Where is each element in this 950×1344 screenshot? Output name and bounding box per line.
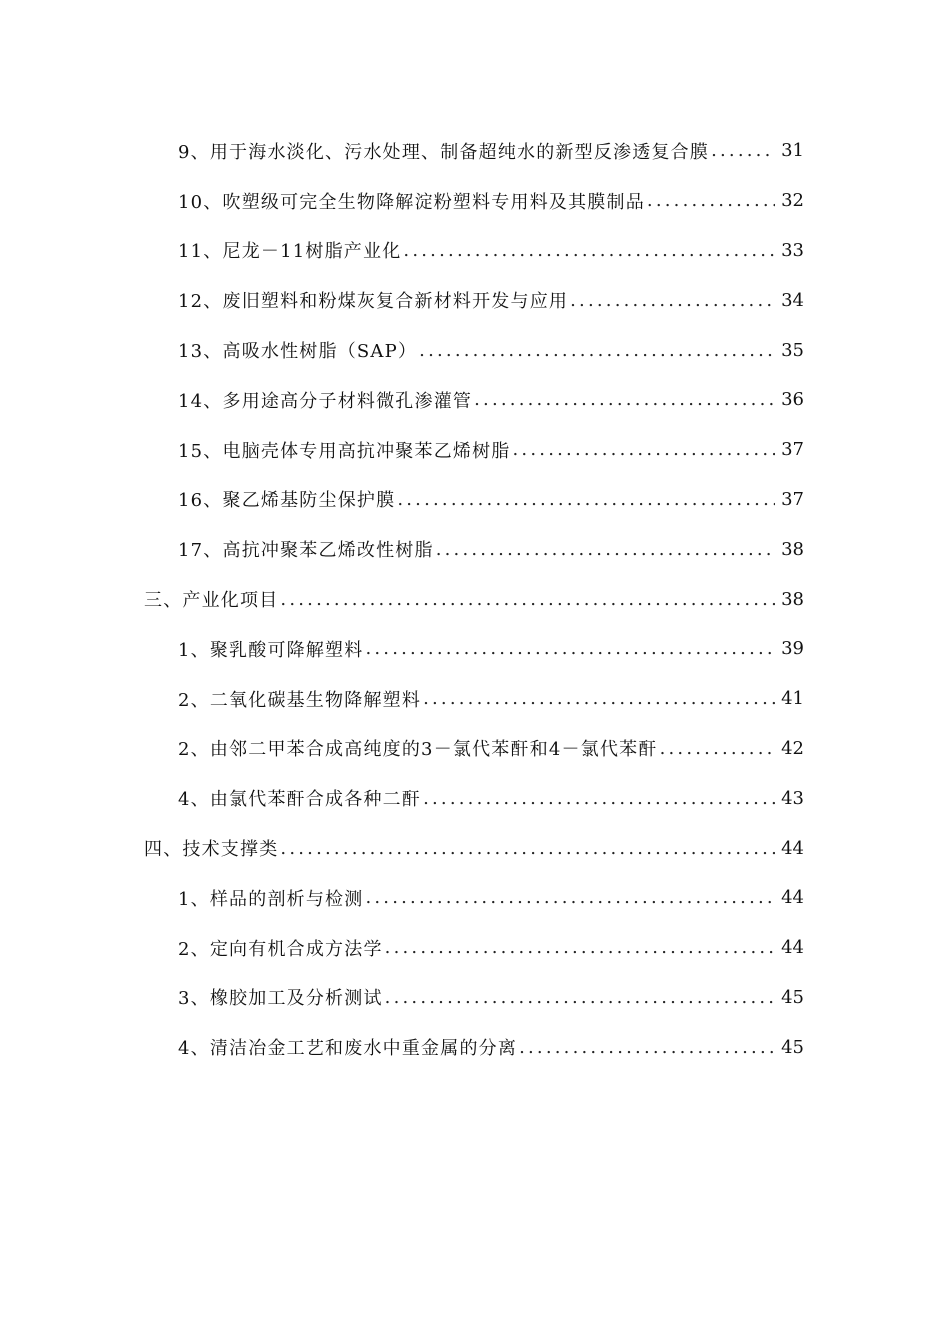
- toc-leader-dots: [711, 140, 775, 161]
- toc-entry-page: 44: [781, 837, 804, 859]
- toc-entry[interactable]: [0, 624, 950, 674]
- toc-entry-page: 37: [781, 488, 804, 510]
- toc-entry-page: 44: [781, 937, 804, 959]
- toc-entry-title: 17、高抗冲聚苯乙烯改性树脂: [178, 536, 436, 562]
- toc-leader-dots: [519, 1037, 775, 1058]
- toc-entry[interactable]: [0, 375, 950, 425]
- toc-entry-title: 4、清洁冶金工艺和废水中重金属的分离: [178, 1034, 519, 1060]
- toc-entry-page: 36: [781, 389, 804, 411]
- toc-entry-title: 2、定向有机合成方法学: [178, 935, 385, 961]
- toc-entry-title: 3、橡胶加工及分析测试: [178, 984, 385, 1010]
- toc-leader-dots: [385, 937, 775, 958]
- toc-entry-page: 37: [781, 439, 804, 461]
- toc-entry-page: 34: [781, 289, 804, 311]
- toc-entry-page: 38: [781, 588, 804, 610]
- toc-entry[interactable]: [0, 524, 950, 574]
- toc-entry-title: 9、用于海水淡化、污水处理、制备超纯水的新型反渗透复合膜: [178, 138, 711, 164]
- toc-leader-dots: [280, 838, 775, 859]
- toc-entry-title: 13、高吸水性树脂（SAP）: [178, 337, 419, 363]
- toc-leader-dots: [423, 788, 775, 809]
- toc-leader-dots: [365, 638, 775, 659]
- toc-leader-dots: [660, 738, 776, 759]
- toc-entry-title: 11、尼龙－11树脂产业化: [178, 237, 403, 263]
- toc-leader-dots: [513, 439, 776, 460]
- toc-entry[interactable]: [0, 724, 950, 774]
- toc-entry-page: 45: [781, 986, 804, 1008]
- toc-section-entry[interactable]: [0, 823, 950, 873]
- toc-entry[interactable]: [0, 674, 950, 724]
- toc-leader-dots: [280, 589, 775, 610]
- toc-entry-title: 2、二氧化碳基生物降解塑料: [178, 686, 423, 712]
- toc-entry[interactable]: [0, 873, 950, 923]
- toc-entry-page: 38: [781, 538, 804, 560]
- toc-entry[interactable]: [0, 176, 950, 226]
- toc-entry-page: 41: [781, 688, 804, 710]
- toc-entry-title: 15、电脑壳体专用高抗冲聚苯乙烯树脂: [178, 437, 513, 463]
- toc-leader-dots: [436, 539, 775, 560]
- toc-entry[interactable]: [0, 226, 950, 276]
- toc-leader-dots: [385, 987, 775, 1008]
- toc-leader-dots: [423, 688, 775, 709]
- toc-leader-dots: [403, 240, 775, 261]
- toc-entry-page: 35: [781, 339, 804, 361]
- toc-entry-page: 39: [781, 638, 804, 660]
- toc-section-title: 四、技术支撑类: [144, 835, 280, 861]
- toc-entry-page: 32: [781, 190, 804, 212]
- toc-entry[interactable]: [0, 773, 950, 823]
- toc-leader-dots: [365, 887, 775, 908]
- toc-entry[interactable]: [0, 425, 950, 475]
- toc-section-entry[interactable]: [0, 574, 950, 624]
- table-of-contents: [0, 126, 950, 1072]
- toc-section-title: 三、产业化项目: [144, 586, 280, 612]
- toc-leader-dots: [397, 489, 775, 510]
- toc-leader-dots: [647, 190, 775, 211]
- toc-entry-title: 2、由邻二甲苯合成高纯度的3－氯代苯酐和4－氯代苯酐: [178, 735, 660, 761]
- toc-entry[interactable]: [0, 475, 950, 525]
- toc-entry[interactable]: [0, 275, 950, 325]
- toc-entry-page: 42: [781, 737, 804, 759]
- toc-entry-title: 1、聚乳酸可降解塑料: [178, 636, 365, 662]
- toc-entry-title: 1、样品的剖析与检测: [178, 885, 365, 911]
- toc-entry[interactable]: [0, 973, 950, 1023]
- toc-entry[interactable]: [0, 325, 950, 375]
- toc-leader-dots: [474, 389, 775, 410]
- toc-entry-page: 43: [781, 787, 804, 809]
- toc-entry[interactable]: [0, 126, 950, 176]
- toc-entry[interactable]: [0, 1022, 950, 1072]
- toc-entry-page: 33: [781, 239, 804, 261]
- toc-entry-title: 16、聚乙烯基防尘保护膜: [178, 486, 397, 512]
- toc-entry[interactable]: [0, 923, 950, 973]
- toc-entry-title: 12、废旧塑料和粉煤灰复合新材料开发与应用: [178, 287, 570, 313]
- toc-entry-page: 45: [781, 1036, 804, 1058]
- toc-entry-title: 4、由氯代苯酐合成各种二酐: [178, 785, 423, 811]
- toc-entry-title: 10、吹塑级可完全生物降解淀粉塑料专用料及其膜制品: [178, 188, 647, 214]
- toc-entry-page: 31: [781, 140, 804, 162]
- toc-leader-dots: [419, 340, 775, 361]
- toc-entry-page: 44: [781, 887, 804, 909]
- toc-leader-dots: [570, 290, 775, 311]
- toc-entry-title: 14、多用途高分子材料微孔渗灌管: [178, 387, 474, 413]
